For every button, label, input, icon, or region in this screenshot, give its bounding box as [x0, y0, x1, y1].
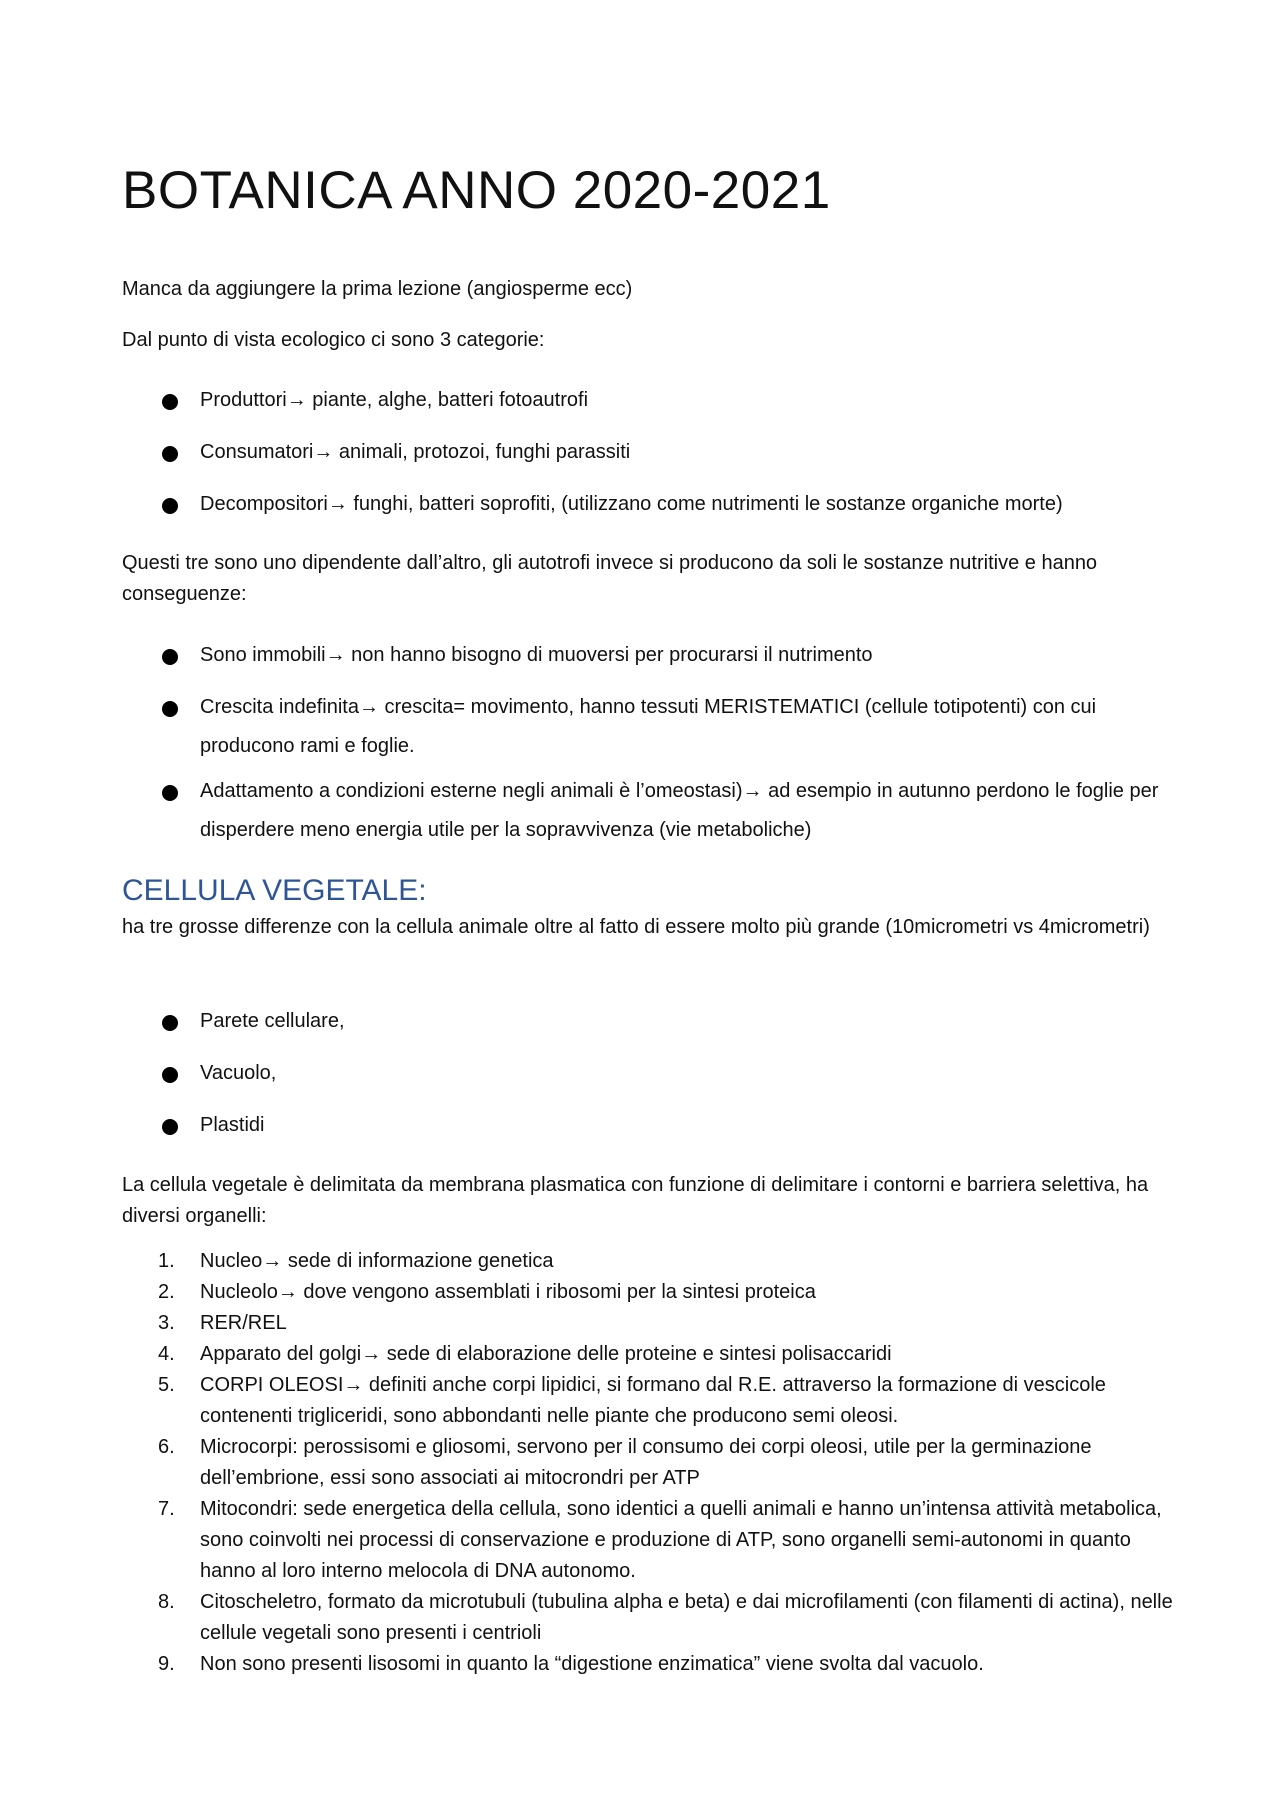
list-item: 8. Citoscheletro, formato da microtubuli (tubulina alpha e beta) e dai microfilamenti (con filamenti di actina), nelle cellule vegetali sono presenti i centrioli [158, 1591, 1173, 1644]
list-item: 9. Non sono presenti lisosomi in quanto la “digestione enzimatica” viene svolta dal vacuolo. [158, 1653, 984, 1675]
bullet-icon [162, 498, 178, 514]
intro-line-2: Dal punto di vista ecologico ci sono 3 categorie: [122, 329, 545, 351]
section-heading: CELLULA VEGETALE: [122, 874, 427, 907]
list-item: 4. Apparato del golgi→ sede di elaborazione delle proteine e sintesi polisaccaridi [158, 1343, 892, 1365]
bullet-icon [162, 785, 178, 801]
list-item: 2. Nucleolo→ dove vengono assemblati i ribosomi per la sintesi proteica [158, 1281, 816, 1303]
bullet-icon [162, 1067, 178, 1083]
list-item: 5. CORPI OLEOSI→ definiti anche corpi lipidici, si formano dal R.E. attraverso la formazione di vescicole contenenti trigliceridi, sono abbondanti nelle piante che producono semi oleosi. [158, 1374, 1106, 1427]
section-intro: ha tre grosse differenze con la cellula animale oltre al fatto di essere molto più grande (10micrometri vs 4micrometri) [122, 916, 1150, 938]
category-item: Consumatori→ animali, protozoi, funghi parassiti [158, 433, 1183, 472]
organelle-list [158, 1246, 1183, 1680]
list-item: 7. Mitocondri: sede energetica della cellula, sono identici a quelli animali e hanno un’intensa attività metabolica, sono coinvolti nei processi di conservazione e produzione di ATP, sono organelli semi-autonomi in quanto hanno al loro interno melocola di DNA autonomo. [158, 1498, 1162, 1582]
consequence-item: Crescita indefinita→ crescita= movimento, hanno tessuti MERISTEMATICI (cellule totipotenti) con cui producono rami e foglie. [158, 688, 1183, 766]
category-item: Produttori→ piante, alghe, batteri fotoautrofi [158, 381, 1183, 420]
consequence-item: Adattamento a condizioni esterne negli animali è l’omeostasi)→ ad esempio in autunno perdono le foglie per disperdere meno energia utile per la sopravvivenza (vie metaboliche) [158, 772, 1183, 850]
bullet-icon [162, 1119, 178, 1135]
paragraph-membrana: La cellula vegetale è delimitata da membrana plasmatica con funzione di delimitare i contorni e barriera selettiva, ha diversi organelli: [122, 1174, 1149, 1227]
bullet-icon [162, 394, 178, 410]
bullet-icon [162, 701, 178, 717]
document-title: BOTANICA ANNO 2020-2021 [122, 161, 831, 220]
consequence-item: Sono immobili→ non hanno bisogno di muoversi per procurarsi il nutrimento [158, 636, 1183, 675]
paragraph-autotrofi: Questi tre sono uno dipendente dall’altro, gli autotrofi invece si producono da soli le sostanze nutritive e hanno conseguenze: [122, 552, 1098, 605]
list-item: 6. Microcorpi: perossisomi e gliosomi, servono per il consumo dei corpi oleosi, utile per la germinazione dell’embrione, essi sono associati ai mitocrondri per ATP [158, 1436, 1092, 1489]
difference-item: Parete cellulare, [158, 1002, 1183, 1041]
list-item: 3. RER/REL [158, 1312, 287, 1334]
difference-item: Vacuolo, [158, 1054, 1183, 1093]
bullet-icon [162, 1015, 178, 1031]
bullet-icon [162, 446, 178, 462]
intro-line-1: Manca da aggiungere la prima lezione (angiosperme ecc) [122, 278, 633, 300]
difference-item: Plastidi [158, 1106, 1183, 1145]
category-item: Decompositori→ funghi, batteri soprofiti, (utilizzano come nutrimenti le sostanze organiche morte) [158, 485, 1183, 524]
list-item: 1. Nucleo→ sede di informazione genetica [158, 1250, 554, 1272]
bullet-icon [162, 649, 178, 665]
